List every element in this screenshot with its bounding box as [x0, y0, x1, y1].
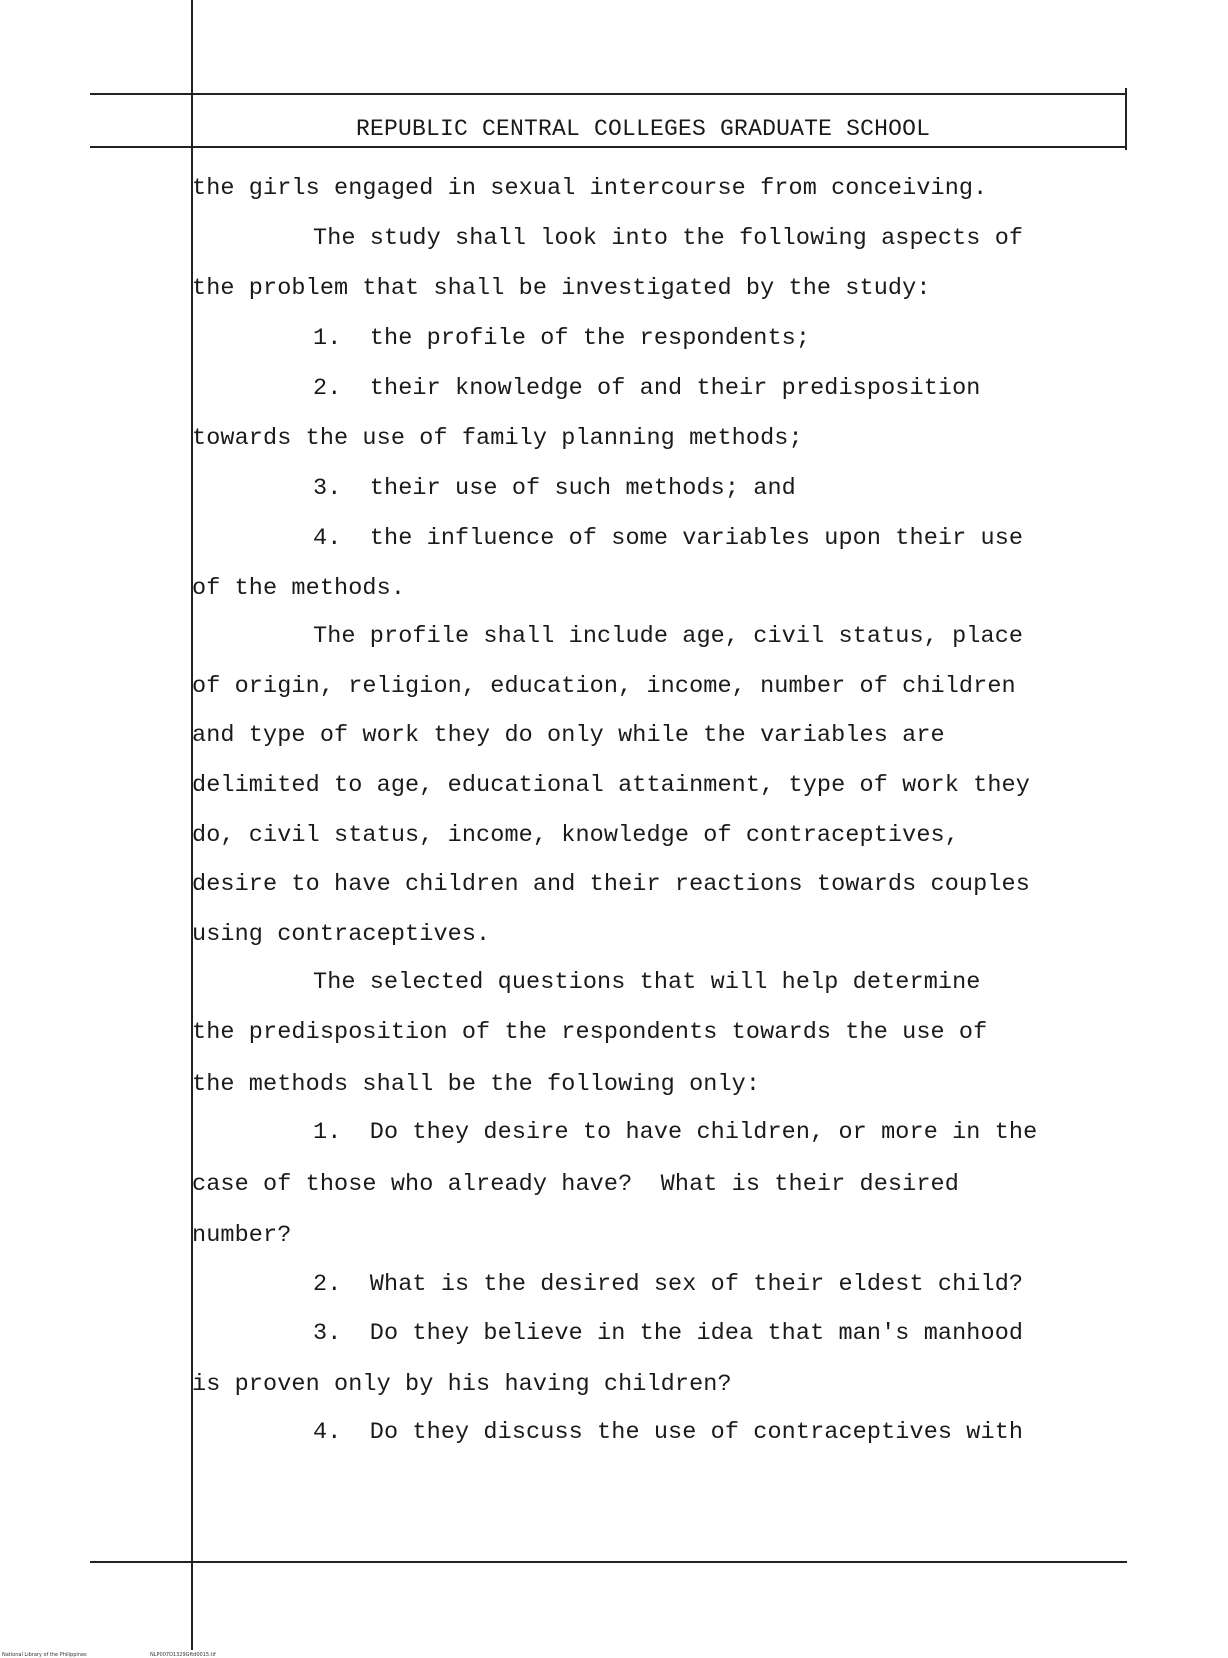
text-line-15: desire to have children and their reactions towards couples	[192, 871, 1030, 898]
text-line-18: the predisposition of the respondents towards the use of	[192, 1019, 988, 1046]
page-header-title: REPUBLIC CENTRAL COLLEGES GRADUATE SCHOOL	[356, 116, 931, 142]
text-line-14: do, civil status, income, knowledge of contraceptives,	[192, 822, 959, 849]
footer-file-note: NLP007D1329Gftd0015.tif	[150, 1652, 216, 1658]
text-line-12: and type of work they do only while the variables are	[192, 722, 945, 749]
footer-library-note: National Library of the Philippines	[2, 1652, 87, 1658]
text-line-9: of the methods.	[192, 575, 406, 602]
text-line-22: number?	[192, 1222, 292, 1249]
text-line-13: delimited to age, educational attainment, type of work they	[192, 772, 1030, 799]
text-line-11: of origin, religion, education, income, number of children	[192, 673, 1016, 700]
text-line-6: towards the use of family planning methods;	[192, 425, 803, 452]
text-line-21: case of those who already have? What is their desired	[192, 1171, 959, 1198]
header-right-border	[1125, 88, 1127, 150]
text-line-19: the methods shall be the following only:	[192, 1071, 761, 1098]
text-line-1: the girls engaged in sexual intercourse from conceiving.	[192, 175, 988, 202]
text-line-10: The profile shall include age, civil status, place	[313, 623, 1024, 650]
text-line-25: is proven only by his having children?	[192, 1371, 732, 1398]
header-top-rule	[90, 93, 1127, 95]
text-line-16: using contraceptives.	[192, 921, 491, 948]
text-line-3: the problem that shall be investigated by the study:	[192, 275, 931, 302]
text-line-4: 1. the profile of the respondents;	[313, 325, 811, 352]
text-line-17: The selected questions that will help determine	[313, 969, 981, 996]
text-line-20: 1. Do they desire to have children, or more in the	[313, 1119, 1038, 1146]
footer-rule	[90, 1561, 1127, 1563]
text-line-24: 3. Do they believe in the idea that man's manhood	[313, 1320, 1024, 1347]
text-line-8: 4. the influence of some variables upon their use	[313, 525, 1024, 552]
header-bottom-rule	[90, 146, 1127, 148]
text-line-7: 3. their use of such methods; and	[313, 475, 796, 502]
text-line-26: 4. Do they discuss the use of contraceptives with	[313, 1419, 1024, 1446]
text-line-2: The study shall look into the following aspects of	[313, 225, 1024, 252]
text-line-5: 2. their knowledge of and their predisposition	[313, 375, 981, 402]
text-line-23: 2. What is the desired sex of their eldest child?	[313, 1271, 1024, 1298]
